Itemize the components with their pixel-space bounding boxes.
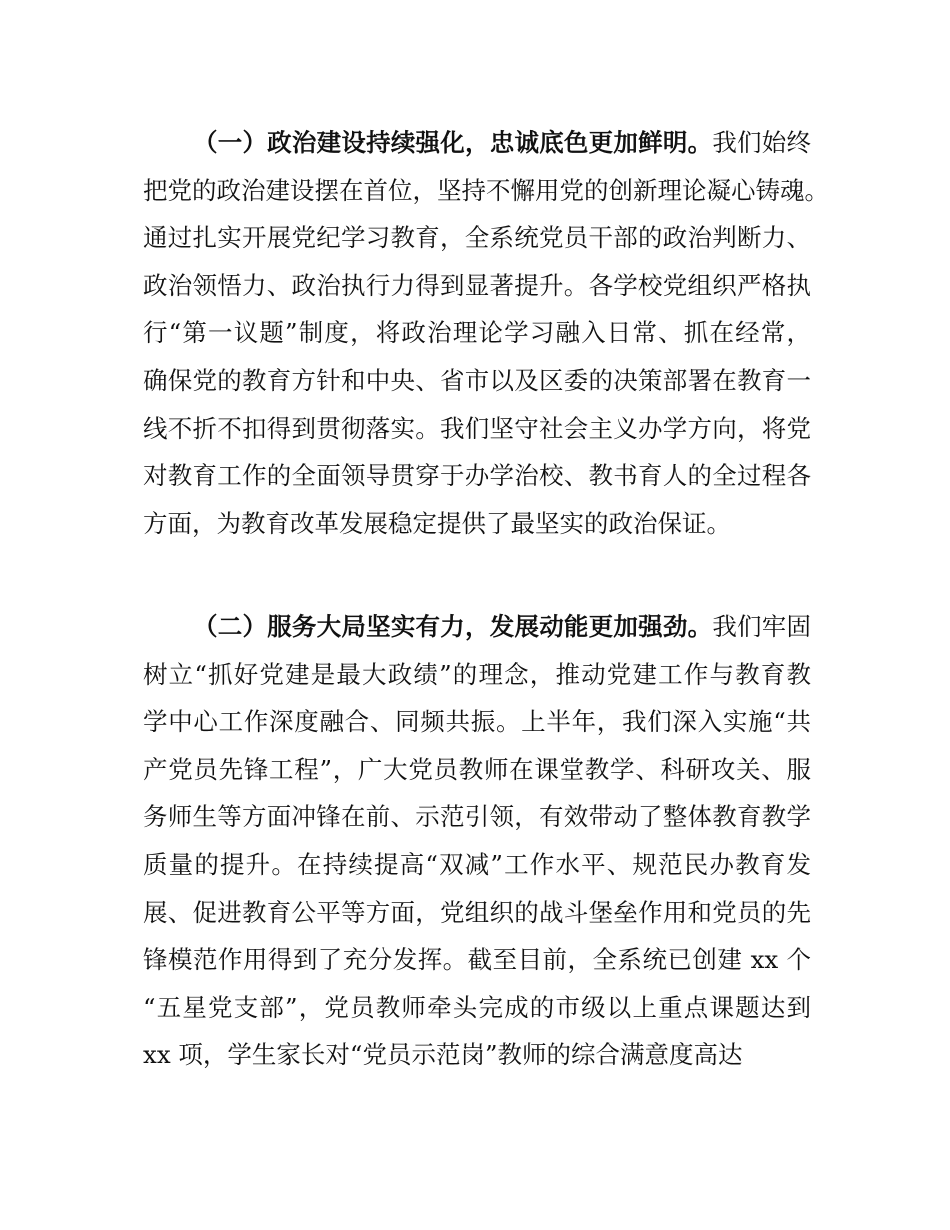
paragraph-serving-overall <box>143 603 811 1079</box>
body-text: 我们始终 <box>712 128 811 157</box>
body-line: 方面，为教育改革发展稳定提供了最坚实的政治保证。 <box>143 508 731 538</box>
body-line: 确保党的教育方针和中央、省市以及区委的决策部署在教育一 <box>143 365 811 395</box>
body-line: “五星党支部”，党员教师牵头完成的市级以上重点课题达到 <box>143 992 811 1022</box>
paragraph-political-construction <box>143 119 829 547</box>
section-heading: （二）服务大局坚实有力，发展动能更加强劲。 <box>193 612 713 641</box>
body-line: xx 项，学生家长对“党员示范岗”教师的综合满意度高达 <box>143 1040 743 1070</box>
body-line: 务师生等方面冲锋在前、示范引领，有效带动了整体教育教学 <box>143 802 811 832</box>
body-line: 把党的政治建设摆在首位，坚持不懈用党的创新理论凝心铸魂。 <box>143 175 829 205</box>
body-line: 政治领悟力、政治执行力得到显著提升。各学校党组织严格执 <box>143 270 811 300</box>
body-line: 质量的提升。在持续提高“双减”工作水平、规范民办教育发 <box>143 849 811 879</box>
body-line: 展、促进教育公平等方面，党组织的战斗堡垒作用和党员的先 <box>143 897 811 927</box>
section-heading: （一）政治建设持续强化，忠诚底色更加鲜明。 <box>193 128 713 157</box>
body-line: 锋模范作用得到了充分发挥。截至目前，全系统已创建 xx 个 <box>143 945 811 975</box>
body-line: 产党员先锋工程”，广大党员教师在课堂教学、科研攻关、服 <box>143 754 811 784</box>
body-text: 我们牢固 <box>712 612 811 641</box>
body-line: 行“第一议题”制度，将政治理论学习融入日常、抓在经常， <box>143 318 811 348</box>
body-line: 线不折不扣得到贯彻落实。我们坚守社会主义办学方向，将党 <box>143 413 811 443</box>
body-line: 对教育工作的全面领导贯穿于办学治校、教书育人的全过程各 <box>143 461 811 491</box>
body-line: 学中心工作深度融合、同频共振。上半年，我们深入实施“共 <box>143 707 811 737</box>
body-line: 通过扎实开展党纪学习教育，全系统党员干部的政治判断力、 <box>143 223 811 253</box>
body-line: 树立“抓好党建是最大政绩”的理念，推动党建工作与教育教 <box>143 659 811 689</box>
paragraph-first-line <box>143 603 811 651</box>
paragraph-first-line <box>143 119 811 167</box>
